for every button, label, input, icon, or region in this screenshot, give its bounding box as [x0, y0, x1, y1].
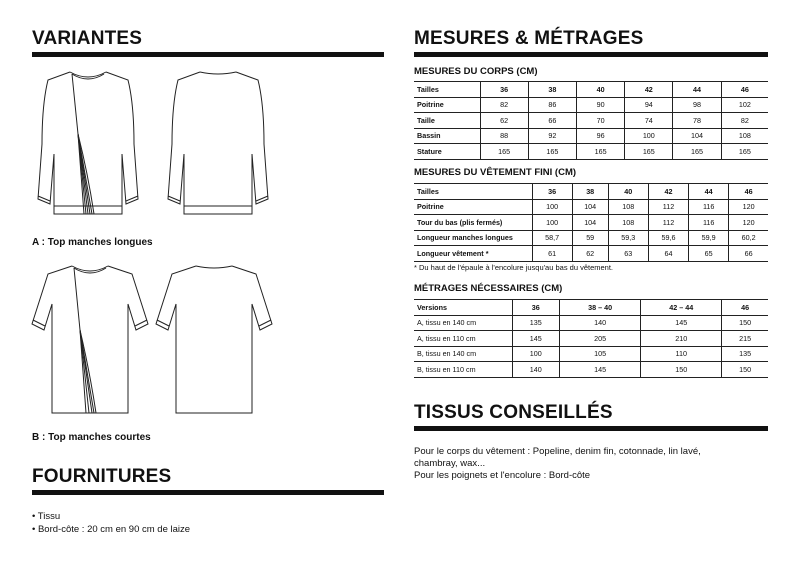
table-cell: 145 [560, 362, 641, 378]
table-cell: 63 [608, 246, 648, 262]
table-cell: 90 [576, 97, 624, 113]
table-cell: 40 [576, 82, 624, 98]
table-row [414, 144, 768, 160]
table-cell: 100 [532, 199, 572, 215]
table-row [414, 215, 768, 231]
table-cell: 42 [648, 184, 688, 200]
table-cell: 104 [572, 199, 608, 215]
table-cell: 36 [532, 184, 572, 200]
table-cell: 66 [729, 246, 768, 262]
table-cell: 58,7 [532, 230, 572, 246]
sketch-b-front [28, 258, 158, 423]
table-cell: Tailles [414, 184, 532, 200]
table-cell: 165 [625, 144, 673, 160]
table-cell: 135 [512, 315, 560, 331]
table-cell: 96 [576, 128, 624, 144]
table-row [414, 128, 768, 144]
sketch-a-back [158, 64, 278, 224]
table-row [414, 346, 768, 362]
table-cell: 120 [729, 215, 768, 231]
table-cell: 38 [528, 82, 576, 98]
sketch-a-front [28, 64, 148, 224]
table-cell: 92 [528, 128, 576, 144]
table-cell: 46 [722, 300, 768, 316]
tissus-underline [414, 426, 768, 431]
table-cell: 74 [625, 113, 673, 129]
table-cell: 165 [673, 144, 721, 160]
table-cell: 150 [722, 315, 768, 331]
table-cell: 145 [512, 331, 560, 347]
table-cell: 44 [689, 184, 729, 200]
table-cell: 145 [641, 315, 722, 331]
tissus-title: TISSUS CONSEILLÉS [414, 402, 613, 423]
table-cell: 82 [721, 113, 768, 129]
fourniture-item: • Tissu [32, 511, 61, 522]
table-cell: 165 [576, 144, 624, 160]
variantes-title: VARIANTES [32, 28, 143, 49]
table-cell: 42 – 44 [641, 300, 722, 316]
fournitures-title: FOURNITURES [32, 466, 172, 487]
table-row [414, 199, 768, 215]
corps-title: MESURES DU CORPS (CM) [414, 66, 538, 77]
table-cell: 108 [608, 215, 648, 231]
table-cell: 165 [480, 144, 528, 160]
table-cell: 86 [528, 97, 576, 113]
fournitures-underline [32, 490, 384, 495]
table-cell: Tour du bas (plis fermés) [414, 215, 532, 231]
table-cell: 44 [673, 82, 721, 98]
table-cell: 102 [721, 97, 768, 113]
table-cell: B, tissu en 110 cm [414, 362, 512, 378]
mesures-title: MESURES & MÉTRAGES [414, 28, 644, 49]
table-cell: A, tissu en 140 cm [414, 315, 512, 331]
table-cell: 36 [480, 82, 528, 98]
table-cell: Longueur vêtement * [414, 246, 532, 262]
table-header-row [414, 300, 768, 316]
table-cell: 140 [560, 315, 641, 331]
table-cell: 88 [480, 128, 528, 144]
table-row [414, 331, 768, 347]
mesures-underline [414, 52, 768, 57]
table-cell: 104 [673, 128, 721, 144]
corps-table [414, 81, 768, 160]
table-header-row [414, 184, 768, 200]
table-cell: 205 [560, 331, 641, 347]
table-row [414, 230, 768, 246]
caption-a: A : Top manches longues [32, 237, 153, 248]
table-row [414, 97, 768, 113]
table-row [414, 113, 768, 129]
table-row [414, 362, 768, 378]
table-cell: 108 [721, 128, 768, 144]
fourniture-item: • Bord-côte : 20 cm en 90 cm de laize [32, 524, 191, 535]
table-cell: 40 [608, 184, 648, 200]
table-cell: Stature [414, 144, 480, 160]
table-cell: 59,6 [648, 230, 688, 246]
table-cell: 110 [641, 346, 722, 362]
table-header-row [414, 82, 768, 98]
table-row [414, 315, 768, 331]
table-cell: 100 [625, 128, 673, 144]
table-cell: 165 [721, 144, 768, 160]
table-cell: 140 [512, 362, 560, 378]
table-cell: 82 [480, 97, 528, 113]
table-cell: A, tissu en 110 cm [414, 331, 512, 347]
table-cell: 210 [641, 331, 722, 347]
table-cell: 61 [532, 246, 572, 262]
metrages-table [414, 299, 768, 378]
table-cell: 112 [648, 215, 688, 231]
table-cell: Poitrine [414, 97, 480, 113]
table-cell: 64 [648, 246, 688, 262]
table-cell: Versions [414, 300, 512, 316]
tissus-line: chambray, wax... [414, 458, 486, 469]
table-cell: 36 [512, 300, 560, 316]
table-row [414, 246, 768, 262]
fini-title: MESURES DU VÊTEMENT FINI (CM) [414, 167, 577, 178]
table-cell: 46 [721, 82, 768, 98]
variantes-underline [32, 52, 384, 57]
table-cell: 59,3 [608, 230, 648, 246]
table-cell: 215 [722, 331, 768, 347]
table-cell: 70 [576, 113, 624, 129]
table-cell: Poitrine [414, 199, 532, 215]
table-cell: 59,9 [689, 230, 729, 246]
table-cell: 62 [572, 246, 608, 262]
table-cell: 94 [625, 97, 673, 113]
table-cell: B, tissu en 140 cm [414, 346, 512, 362]
table-cell: 105 [560, 346, 641, 362]
metrages-title: MÉTRAGES NÉCESSAIRES (CM) [414, 283, 563, 294]
tissus-line: Pour le corps du vêtement : Popeline, denim fin, cotonnade, lin lavé, [414, 446, 701, 457]
table-cell: 135 [722, 346, 768, 362]
table-cell: 100 [512, 346, 560, 362]
table-cell: 120 [729, 199, 768, 215]
table-cell: 46 [729, 184, 768, 200]
table-cell: 108 [608, 199, 648, 215]
table-cell: 150 [722, 362, 768, 378]
table-cell: Taille [414, 113, 480, 129]
table-cell: 66 [528, 113, 576, 129]
table-cell: 62 [480, 113, 528, 129]
table-cell: 60,2 [729, 230, 768, 246]
table-cell: 78 [673, 113, 721, 129]
sketch-b-back [152, 258, 282, 423]
table-cell: 42 [625, 82, 673, 98]
table-cell: 112 [648, 199, 688, 215]
caption-b: B : Top manches courtes [32, 432, 151, 443]
table-cell: 165 [528, 144, 576, 160]
fini-footnote: * Du haut de l'épaule à l'encolure jusqu'au bas du vêtement. [414, 263, 614, 272]
table-cell: 38 – 40 [560, 300, 641, 316]
tissus-text [414, 446, 768, 482]
fournitures-list [32, 510, 190, 536]
table-cell: 65 [689, 246, 729, 262]
table-cell: 150 [641, 362, 722, 378]
table-cell: Bassin [414, 128, 480, 144]
table-cell: 100 [532, 215, 572, 231]
table-cell: Tailles [414, 82, 480, 98]
table-cell: 38 [572, 184, 608, 200]
table-cell: 104 [572, 215, 608, 231]
fini-table [414, 183, 768, 262]
table-cell: 116 [689, 199, 729, 215]
table-cell: 59 [572, 230, 608, 246]
table-cell: 116 [689, 215, 729, 231]
table-cell: 98 [673, 97, 721, 113]
tissus-line: Pour les poignets et l'encolure : Bord-côte [414, 470, 591, 481]
table-cell: Longueur manches longues [414, 230, 532, 246]
